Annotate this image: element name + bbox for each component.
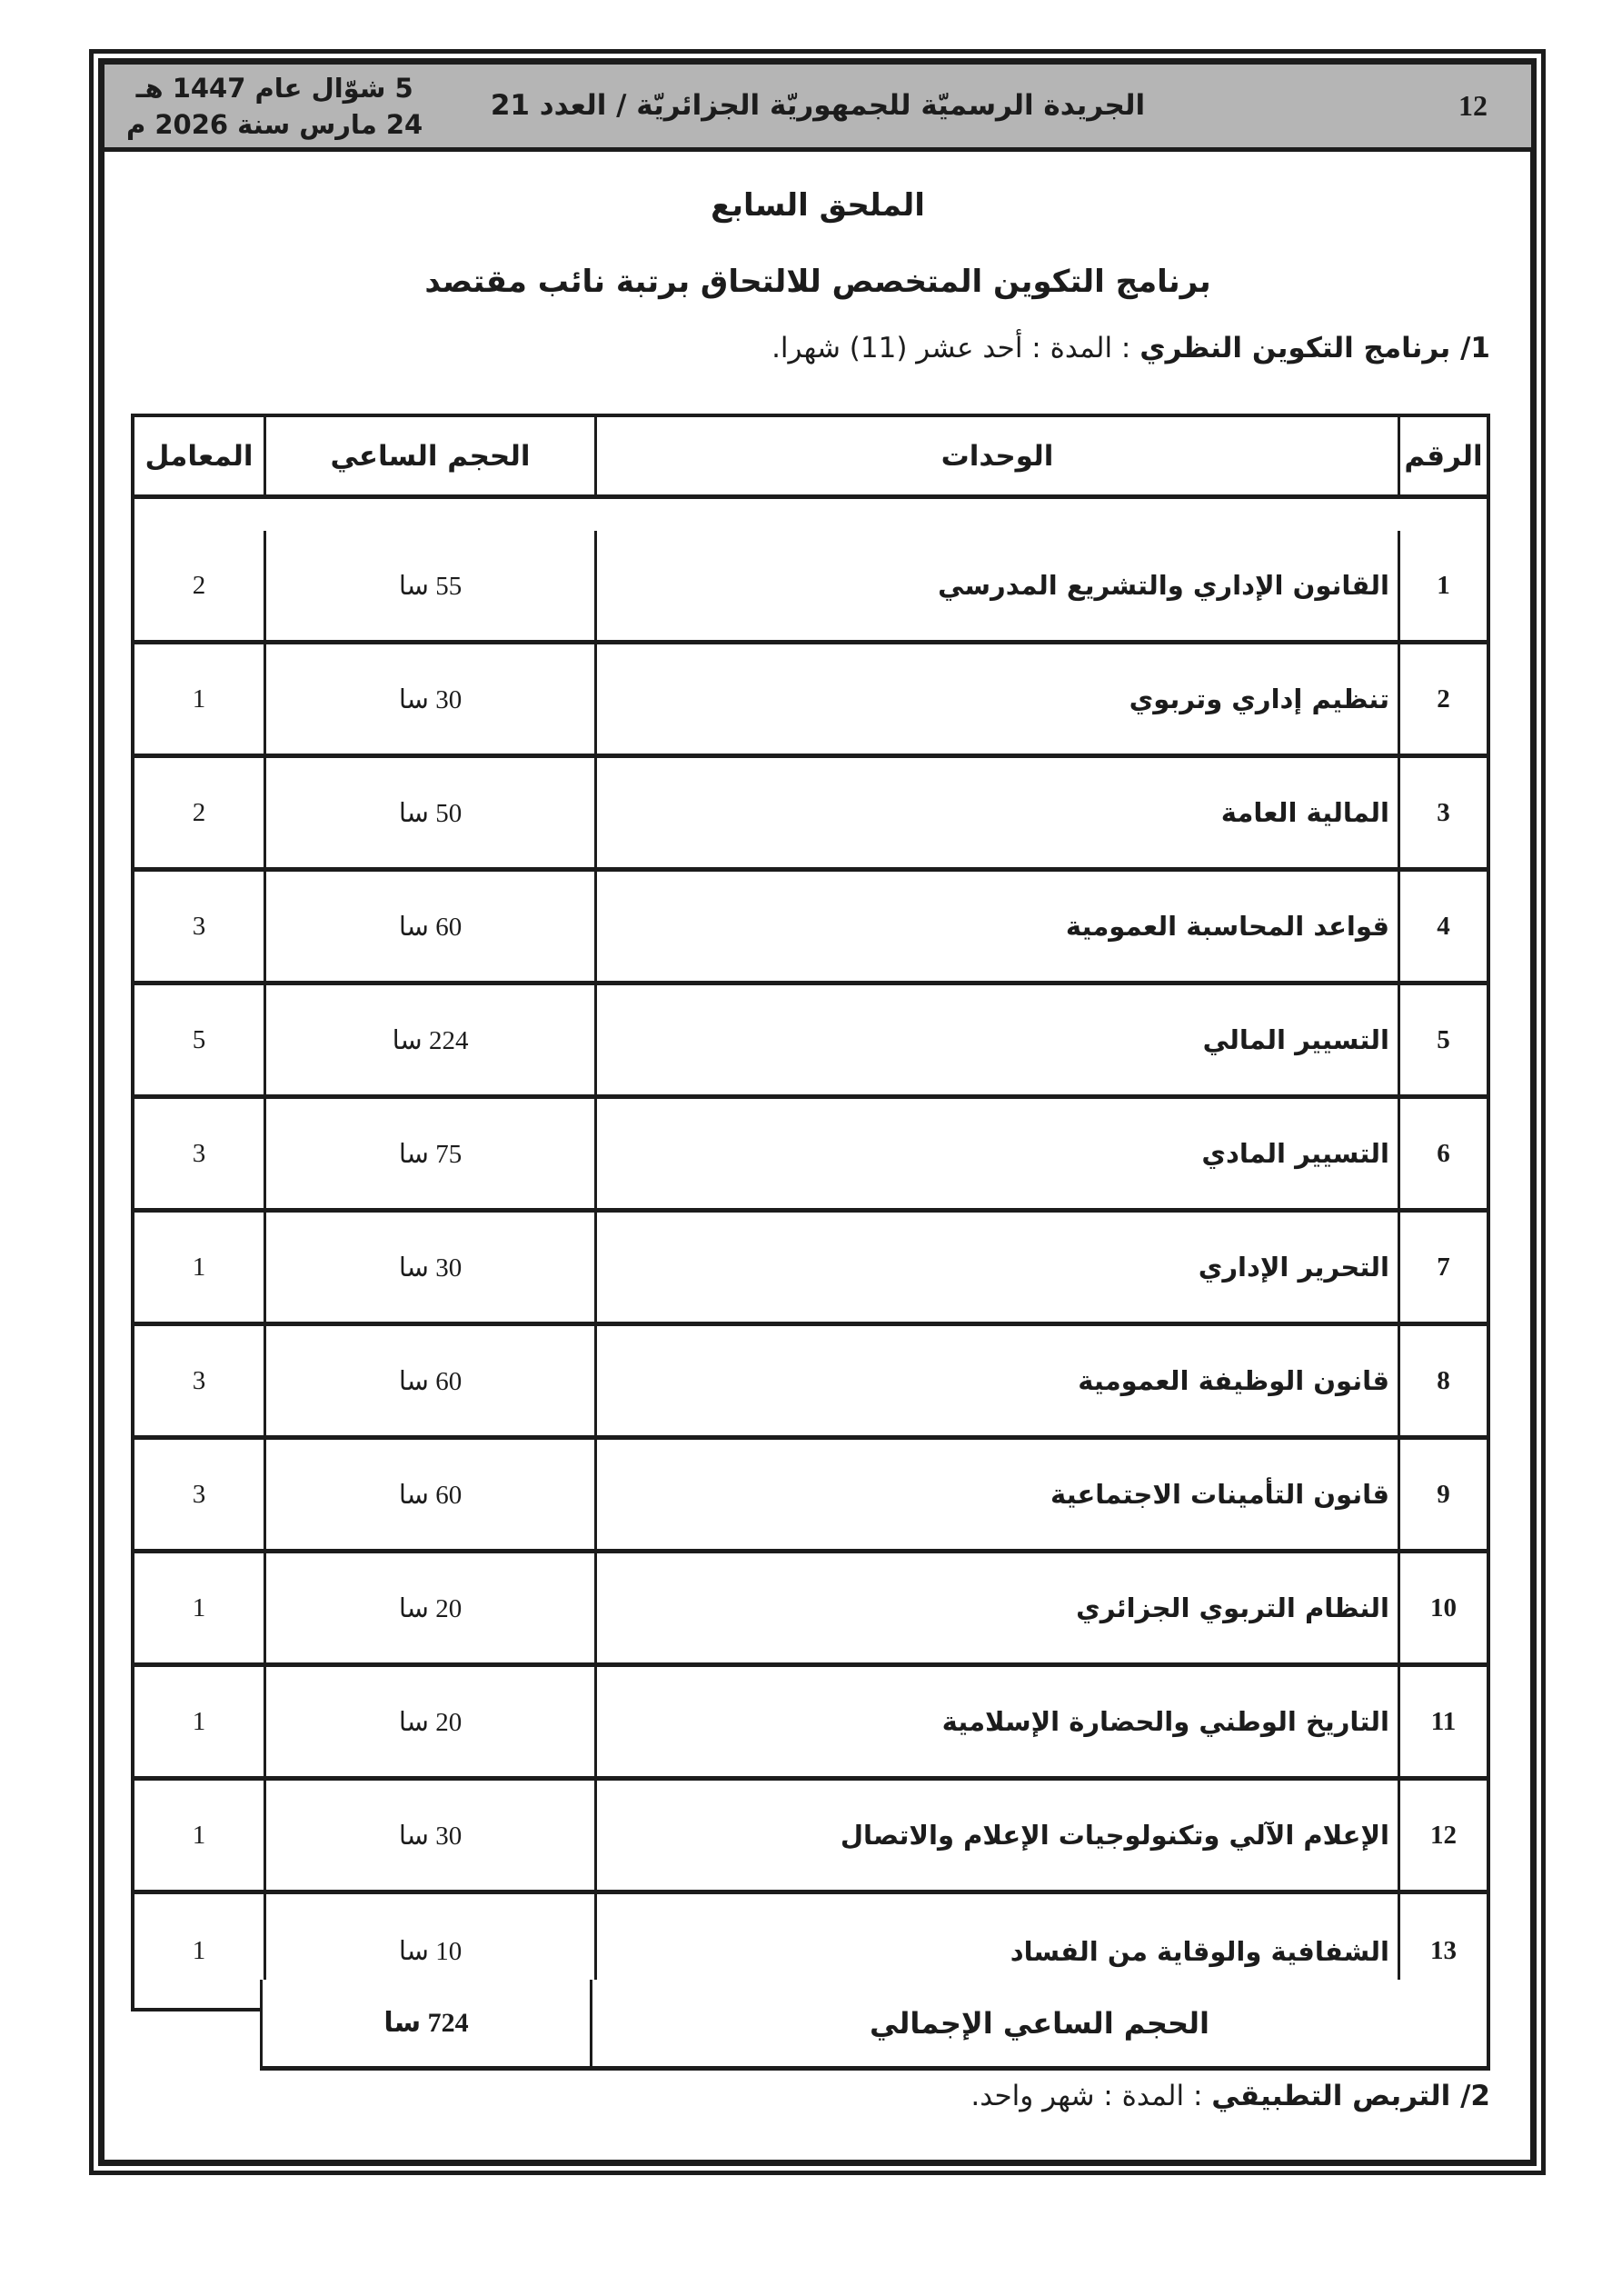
column-header-coefficient: المعامل bbox=[134, 417, 264, 499]
cell-number: 6 bbox=[1398, 1099, 1487, 1213]
cell-hours: 224 سا bbox=[264, 985, 594, 1099]
cell-hours: 30 سا bbox=[264, 1213, 594, 1326]
cell-unit: التاريخ الوطني والحضارة الإسلامية bbox=[594, 1667, 1398, 1781]
cell-hours: 60 سا bbox=[264, 872, 594, 985]
cell-unit: المالية العامة bbox=[594, 758, 1398, 872]
cell-hours: 20 سا bbox=[264, 1553, 594, 1667]
cell-unit: قانون الوظيفة العمومية bbox=[594, 1326, 1398, 1440]
cell-unit: التسيير المالي bbox=[594, 985, 1398, 1099]
cell-coefficient: 1 bbox=[134, 1781, 264, 1894]
cell-number: 10 bbox=[1398, 1553, 1487, 1667]
column-header-hours: الحجم الساعي bbox=[264, 417, 594, 499]
cell-coefficient: 1 bbox=[134, 1213, 264, 1326]
column-header-units: الوحدات bbox=[594, 417, 1398, 499]
cell-hours: 20 سا bbox=[264, 1667, 594, 1781]
cell-coefficient: 1 bbox=[192, 1936, 206, 1965]
section-theoretical-duration: : المدة : أحد عشر (11) شهرا. bbox=[771, 332, 1140, 364]
cell-hours: 10 سا bbox=[264, 1894, 594, 2008]
cell-hours: 60 سا bbox=[264, 1326, 594, 1440]
cell-unit: قواعد المحاسبة العمومية bbox=[594, 872, 1398, 985]
date-gregorian: 24 مارس سنة 2026 م bbox=[126, 109, 423, 140]
cell-coefficient: 5 bbox=[134, 985, 264, 1099]
cell-number: 5 bbox=[1398, 985, 1487, 1099]
cell-unit: الإعلام الآلي وتكنولوجيات الإعلام والاتصال bbox=[594, 1781, 1398, 1894]
section-theoretical-label: 1/ برنامج التكوين النظري bbox=[1139, 332, 1490, 364]
cell-unit: التحرير الإداري bbox=[594, 1213, 1398, 1326]
cell-number: 4 bbox=[1398, 872, 1487, 985]
cell-coefficient: 3 bbox=[134, 1440, 264, 1553]
cell-unit: تنظيم إداري وتربوي bbox=[594, 644, 1398, 758]
cell-unit: التسيير المادي bbox=[594, 1099, 1398, 1213]
cell-coefficient: 1 bbox=[134, 1553, 264, 1667]
date-hijri: 5 شوّال عام 1447 هـ bbox=[135, 73, 413, 104]
cell-coefficient: 3 bbox=[134, 872, 264, 985]
cell-number: 11 bbox=[1398, 1667, 1487, 1781]
journal-title: الجريدة الرسميّة للجمهوريّة الجزائريّة / العدد 21 bbox=[490, 89, 1146, 122]
cell-number: 12 bbox=[1398, 1781, 1487, 1894]
cell-hours: 60 سا bbox=[264, 1440, 594, 1553]
column-header-number: الرقم bbox=[1398, 417, 1487, 499]
training-units-table bbox=[131, 414, 1490, 2011]
cell-number: 9 bbox=[1398, 1440, 1487, 1553]
cell-hours: 55 سا bbox=[264, 531, 594, 644]
cell-unit: القانون الإداري والتشريع المدرسي bbox=[594, 531, 1398, 644]
cell-coefficient: 2 bbox=[134, 758, 264, 872]
cell-coefficient: 2 bbox=[134, 531, 264, 644]
cell-unit: الشفافية والوقاية من الفساد bbox=[594, 1894, 1398, 2008]
section-practical-line bbox=[970, 2080, 1490, 2112]
cell-hours: 30 سا bbox=[264, 644, 594, 758]
cell-unit: النظام التربوي الجزائري bbox=[594, 1553, 1398, 1667]
cell-coefficient: 1 bbox=[134, 1667, 264, 1781]
annex-title: الملحق السابع bbox=[711, 187, 925, 224]
section-practical-duration: : المدة : شهر واحد. bbox=[970, 2080, 1212, 2112]
cell-unit: قانون التأمينات الاجتماعية bbox=[594, 1440, 1398, 1553]
cell-number: 2 bbox=[1398, 644, 1487, 758]
total-row bbox=[260, 1980, 1490, 2071]
cell-hours: 75 سا bbox=[264, 1099, 594, 1213]
cell-number: 8 bbox=[1398, 1326, 1487, 1440]
total-hours: 724 سا bbox=[263, 1980, 592, 2066]
cell-coefficient: 3 bbox=[134, 1326, 264, 1440]
total-label: الحجم الساعي الإجمالي bbox=[870, 2005, 1209, 2041]
page-number: 12 bbox=[1458, 89, 1488, 122]
cell-hours: 30 سا bbox=[264, 1781, 594, 1894]
cell-number: 1 bbox=[1398, 531, 1487, 644]
program-title: برنامج التكوين المتخصص للالتحاق برتبة نائب مقتصد bbox=[424, 264, 1211, 300]
section-theoretical-line bbox=[771, 332, 1490, 364]
header-band bbox=[104, 65, 1531, 152]
section-practical-label: 2/ التربص التطبيقي bbox=[1211, 2080, 1490, 2112]
cell-hours: 50 سا bbox=[264, 758, 594, 872]
cell-number: 7 bbox=[1398, 1213, 1487, 1326]
cell-number: 3 bbox=[1398, 758, 1487, 872]
cell-number: 13 bbox=[1398, 1894, 1487, 2008]
cell-coefficient: 3 bbox=[134, 1099, 264, 1213]
cell-coefficient: 1 bbox=[134, 644, 264, 758]
